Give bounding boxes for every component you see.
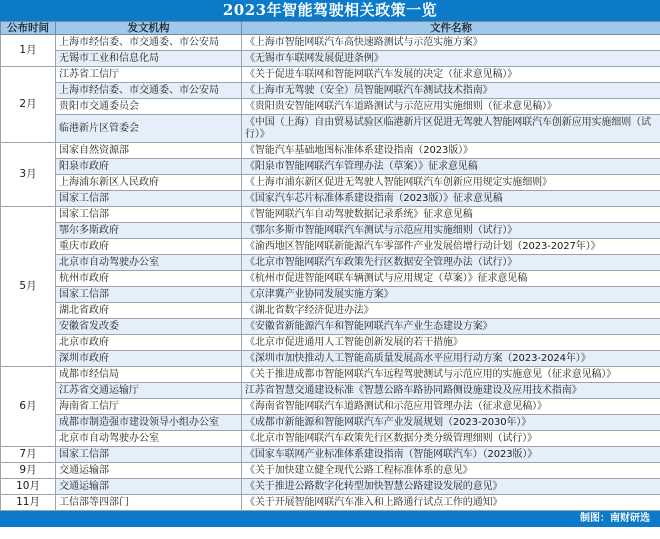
org-cell: 国家工信部 [56,287,242,303]
doc-cell: 《北京市智能网联汽车政策先行区数据分类分级管理细则（试行）》 [242,431,660,447]
table-row [1,367,660,383]
org-cell: 上海市经信委、市交通委、市公安局 [56,35,242,51]
doc-cell: 《京津冀产业协同发展实施方案》 [242,287,660,303]
month-cell: 11月 [1,495,56,511]
doc-cell: 《成都市新能源和智能网联汽车产业发展规划（2023-2030年）》 [242,415,660,431]
table-row [1,335,660,351]
table-row [1,463,660,479]
doc-cell: 《国家汽车芯片标准体系建设指南（2023版）》征求意见稿 [242,191,660,207]
policy-table [0,21,660,511]
table-row [1,495,660,511]
org-cell: 国家自然资源部 [56,143,242,159]
table-row [1,143,660,159]
org-cell: 北京市自动驾驶办公室 [56,431,242,447]
month-cell: 3月 [1,143,56,207]
doc-cell: 《国家车联网产业标准体系建设指南（智能网联汽车）（2023版）》 [242,447,660,463]
table-row [1,479,660,495]
org-cell: 海南省工信厅 [56,399,242,415]
org-cell: 上海市经信委、市交通委、市公安局 [56,83,242,99]
org-cell: 湖北省政府 [56,303,242,319]
table-row [1,175,660,191]
month-cell: 10月 [1,479,56,495]
doc-cell: 《智能网联汽车自动驾驶数据记录系统》征求意见稿 [242,207,660,223]
org-cell: 北京市自动驾驶办公室 [56,255,242,271]
org-cell: 深圳市政府 [56,351,242,367]
org-cell: 无锡市工业和信息化局 [56,51,242,67]
doc-cell: 《杭州市促进智能网联车辆测试与应用规定（草案）》征求意见稿 [242,271,660,287]
org-cell: 交通运输部 [56,463,242,479]
org-cell: 江苏省交通运输厅 [56,383,242,399]
doc-cell: 《关于加快建立健全现代公路工程标准体系的意见》 [242,463,660,479]
doc-cell: 《无锡市车联网发展促进条例》 [242,51,660,67]
table-row [1,83,660,99]
doc-cell: 《北京市智能网联汽车政策先行区数据安全管理办法（试行）》 [242,255,660,271]
org-cell: 国家工信部 [56,191,242,207]
table-row [1,399,660,415]
month-cell: 1月 [1,35,56,67]
table-row [1,223,660,239]
credit-footer: 制图：南财研选 [0,511,660,527]
table-row [1,67,660,83]
doc-cell: 《关于推进公路数字化转型加快智慧公路建设发展的意见》 [242,479,660,495]
table-header-row [1,22,660,35]
doc-cell: 《关于推进成都市智能网联汽车远程驾驶测试与示范应用的实施意见（征求意见稿）》 [242,367,660,383]
org-cell: 交通运输部 [56,479,242,495]
column-header-doc: 文件名称 [242,22,660,35]
table-row [1,35,660,51]
doc-cell: 《鄂尔多斯市智能网联汽车测试与示范应用实施细则（试行）》 [242,223,660,239]
org-cell: 工信部等四部门 [56,495,242,511]
table-row [1,447,660,463]
doc-cell: 《关于促进车联网和智能网联汽车发展的决定（征求意见稿）》 [242,67,660,83]
doc-cell: 《渝西地区智能网联新能源汽车零部件产业发展倍增行动计划（2023-2027年）》 [242,239,660,255]
org-cell: 北京市政府 [56,335,242,351]
doc-cell: 《湖北省数字经济促进办法》 [242,303,660,319]
org-cell: 安徽省发改委 [56,319,242,335]
table-row [1,287,660,303]
table-row [1,415,660,431]
table-row [1,303,660,319]
month-cell: 7月 [1,447,56,463]
doc-cell: 《中国（上海）自由贸易试验区临港新片区促进无驾驶人智能网联汽车创新应用实施细则（试行）》 [242,115,660,143]
table-row [1,383,660,399]
table-row [1,351,660,367]
org-cell: 杭州市政府 [56,271,242,287]
org-cell: 临港新片区管委会 [56,115,242,143]
doc-cell: 《北京市促进通用人工智能创新发展的若干措施》 [242,335,660,351]
table-body [1,35,660,511]
doc-cell: 《关于开展智能网联汽车准入和上路通行试点工作的通知》 [242,495,660,511]
doc-cell: 《阳泉市智能网联汽车管理办法（草案）》征求意见稿 [242,159,660,175]
doc-cell: 江苏省智慧交通建设标准《智慧公路车路协同路侧设施建设及应用技术指南》 [242,383,660,399]
org-cell: 国家工信部 [56,447,242,463]
table-row [1,207,660,223]
doc-cell: 《海南省智能网联汽车道路测试和示范应用管理办法（征求意见稿）》 [242,399,660,415]
column-header-org: 发文机构 [56,22,242,35]
org-cell: 国家工信部 [56,207,242,223]
table-row [1,115,660,143]
table-row [1,51,660,67]
org-cell: 鄂尔多斯政府 [56,223,242,239]
table-row [1,99,660,115]
month-cell: 9月 [1,463,56,479]
table-row [1,255,660,271]
doc-cell: 《上海市智能网联汽车高快速路测试与示范实施方案》 [242,35,660,51]
table-row [1,319,660,335]
month-cell: 5月 [1,207,56,367]
column-header-date: 公布时间 [1,22,56,35]
table-row [1,239,660,255]
doc-cell: 《智能汽车基础地图标准体系建设指南（2023版）》 [242,143,660,159]
doc-cell: 《上海市无驾驶（安全）员智能网联汽车测试技术指南》 [242,83,660,99]
org-cell: 江苏省工信厅 [56,67,242,83]
doc-cell: 《安徽省新能源汽车和智能网联汽车产业生态建设方案》 [242,319,660,335]
month-cell: 2月 [1,67,56,143]
month-cell: 6月 [1,367,56,447]
table-row [1,271,660,287]
org-cell: 阳泉市政府 [56,159,242,175]
page-title: 2023年智能驾驶相关政策一览 [0,0,660,21]
table-row [1,191,660,207]
org-cell: 重庆市政府 [56,239,242,255]
org-cell: 成都市制造强市建设领导小组办公室 [56,415,242,431]
org-cell: 贵阳市交通委员会 [56,99,242,115]
org-cell: 上海浦东新区人民政府 [56,175,242,191]
table-row [1,159,660,175]
doc-cell: 《上海市浦东新区促进无驾驶人智能网联汽车创新应用规定实施细则》 [242,175,660,191]
doc-cell: 《贵阳贵安智能网联汽车道路测试与示范应用实施细则（征求意见稿）》 [242,99,660,115]
table-row [1,431,660,447]
org-cell: 成都市经信局 [56,367,242,383]
doc-cell: 《深圳市加快推动人工智能高质量发展高水平应用行动方案（2023-2024年）》 [242,351,660,367]
